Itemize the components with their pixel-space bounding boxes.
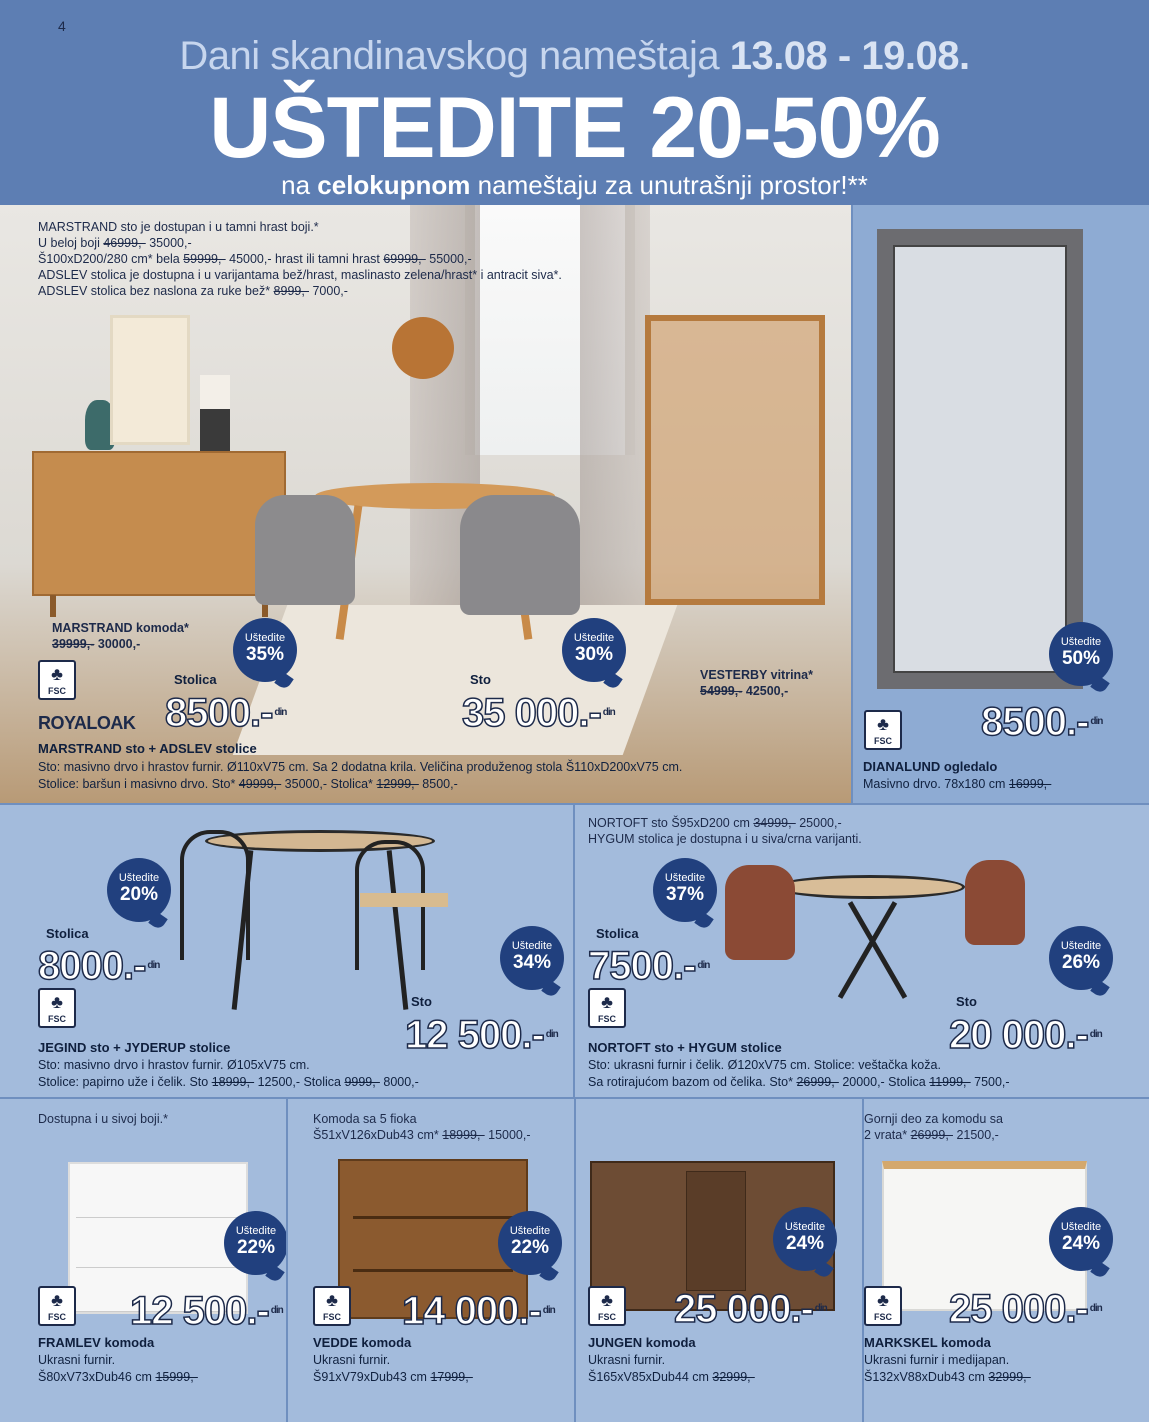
discount-badge: Uštedite 30%	[562, 618, 626, 682]
vitrina-label: VESTERBY vitrina* 54999,- 42500,-	[700, 668, 814, 698]
nortoft-panel	[575, 805, 1149, 1097]
discount-badge: Uštedite 37%	[653, 858, 717, 922]
product-desc: Ukrasni furnir. Š91xV79xDub43 cm 17999,-	[313, 1353, 473, 1384]
chair-label: Stolica	[46, 926, 89, 941]
promo-headline: UŠTEDITE 20-50%	[209, 80, 940, 176]
discount-badge: Uštedite 22%	[224, 1211, 286, 1275]
jungen-price: 25 000.- $^{din}$	[674, 1287, 827, 1331]
discount-badge: Uštedite 20%	[107, 858, 171, 922]
drawer-block	[686, 1171, 746, 1291]
vedde-panel	[288, 1099, 574, 1422]
drawer-line	[76, 1267, 240, 1268]
product-name: JUNGEN komoda	[588, 1335, 696, 1350]
page-number: 4	[58, 18, 66, 34]
markskel-price: 25 000.- $^{din}$	[949, 1287, 1102, 1331]
royaloak-logo: ROYALOAK	[38, 713, 136, 733]
marstrand-scene	[0, 205, 851, 803]
mirror-price: 8500.- $^{din}$	[981, 700, 1103, 744]
chair-price: 7500.- $^{din}$	[588, 944, 710, 988]
product-desc: Ukrasni furnir. Š165xV85xDub44 cm 32999,-	[588, 1353, 755, 1384]
table-price: 35 000.- $^{din}$	[462, 691, 615, 735]
komoda-label: MARSTRAND komoda* 39999,- 30000,-	[52, 621, 189, 651]
discount-badge: Uštedite 50%	[1049, 622, 1113, 686]
drawer-line	[353, 1269, 513, 1272]
framlev-price: 12 500.- $^{din}$	[130, 1289, 283, 1333]
promo-subtitle	[0, 34, 1149, 79]
product-name: VEDDE komoda	[313, 1335, 412, 1350]
table-image	[775, 875, 965, 899]
product-desc: Sto: ukrasni furnir i čelik. Ø120xV75 cm. Stolice: veštačka koža. Sa rotirajućom bazom od čelika. Sto* 26999,- 20000,- Stolica 11999,- 7500,-	[588, 1058, 1010, 1089]
sideboard-leg	[50, 595, 56, 617]
chair-image	[460, 495, 580, 615]
chair-price: 8500.- $^{din}$	[165, 691, 287, 735]
dianalund-panel	[853, 205, 1149, 803]
table-label: Sto	[411, 994, 432, 1009]
framlev-panel	[0, 1099, 286, 1422]
fsc-logo: ♣ FSC	[588, 1286, 626, 1326]
chair-label: Stolica	[596, 926, 639, 941]
fsc-logo: ♣ FSC	[38, 660, 76, 700]
jegind-panel	[0, 805, 573, 1097]
chair-image	[180, 830, 250, 960]
framlev-note: Dostupna i u sivoj boji.*	[38, 1112, 168, 1126]
table-label: Sto	[956, 994, 977, 1009]
product-desc: Masivno drvo. 78x180 cm 16999,-	[863, 777, 1052, 791]
main-notes	[38, 219, 562, 299]
fsc-logo: ♣ FSC	[864, 1286, 902, 1326]
product-desc: Ukrasni furnir i medijapan. Š132xV88xDub43 cm 32999,-	[864, 1353, 1031, 1384]
chair-label: Stolica	[174, 672, 217, 687]
discount-badge: Uštedite 24%	[773, 1207, 837, 1271]
note-line: ADSLEV stolica je dostupna i u varijantama bež/hrast, maslinasto zelena/hrast* i antracit siva*.	[38, 268, 562, 282]
product-name: MARSTRAND sto + ADSLEV stolice	[38, 741, 257, 756]
chair-seat	[360, 893, 448, 907]
vitrine-image	[645, 315, 825, 605]
table-label: Sto	[470, 672, 491, 687]
vedde-notes: Komoda sa 5 fioka Š51xV126xDub43 cm* 18999,- 15000,-	[313, 1112, 531, 1142]
header-banner	[0, 0, 1149, 205]
subtitle-text: Dani skandinavskog nameštaja	[179, 34, 720, 78]
product-name: DIANALUND ogledalo	[863, 759, 998, 774]
discount-badge: Uštedite 26%	[1049, 926, 1113, 990]
sideboard-image	[32, 451, 286, 596]
curtain-image	[580, 205, 650, 605]
discount-badge: Uštedite 35%	[233, 618, 297, 682]
drawer-line	[353, 1216, 513, 1219]
picture-frame-image	[110, 315, 190, 445]
promo-tagline	[0, 170, 1149, 201]
jungen-panel	[576, 1099, 862, 1422]
subtitle-dates: 13.08 - 19.08.	[729, 34, 970, 78]
product-name: NORTOFT sto + HYGUM stolice	[588, 1040, 782, 1055]
fsc-logo: ♣ FSC	[313, 1286, 351, 1326]
discount-badge: Uštedite 22%	[498, 1211, 562, 1275]
product-desc: Ukrasni furnir. Š80xV73xDub46 cm 15999,-	[38, 1353, 198, 1384]
fsc-logo: ♣ FSC	[38, 988, 76, 1028]
pendant-lamp-image	[392, 317, 454, 379]
product-name: MARKSKEL komoda	[864, 1335, 991, 1350]
mirror-image	[877, 229, 1083, 689]
note-line: U beloj boji 46999,- 35000,-	[38, 236, 192, 250]
fsc-logo: ♣ FSC	[38, 1286, 76, 1326]
table-leg	[848, 901, 907, 999]
tagline-bold: celokupnom	[317, 170, 471, 200]
markskel-panel	[864, 1099, 1149, 1422]
discount-badge: Uštedite 34%	[500, 926, 564, 990]
table-leg	[838, 901, 897, 999]
note-line: MARSTRAND sto je dostupan i u tamni hrast boji.*	[38, 220, 319, 234]
note-line: ADSLEV stolica bez naslona za ruke bež* 8999,- 7000,-	[38, 284, 348, 298]
chair-image	[725, 865, 795, 960]
discount-badge: Uštedite 24%	[1049, 1207, 1113, 1271]
chair-price: 8000.- $^{din}$	[38, 944, 160, 988]
fsc-logo: ♣ FSC	[588, 988, 626, 1028]
chair-image	[965, 860, 1025, 945]
markskel-notes: Gornji deo za komodu sa 2 vrata* 26999,- 21500,-	[864, 1112, 1003, 1142]
vedde-price: 14 000.- $^{din}$	[402, 1289, 555, 1333]
chair-image	[255, 495, 355, 605]
note-line: Š100xD200/280 cm* bela 59999,- 45000,- hrast ili tamni hrast 69999,- 55000,-	[38, 252, 472, 266]
product-name: JEGIND sto + JYDERUP stolice	[38, 1040, 231, 1055]
lamp-image	[200, 375, 230, 451]
table-price: 12 500.- $^{din}$	[405, 1013, 558, 1057]
tagline-post: nameštaju za unutrašnji prostor!**	[477, 170, 868, 200]
fsc-logo: ♣ FSC	[864, 710, 902, 750]
product-desc: Sto: masivno drvo i hrastov furnir. Ø110xV75 cm. Sa 2 dodatna krila. Veličina produženog stola Š110xD200xV75 cm. Stolice: baršun i masivno drvo. Sto* 49999,- 35000,- Stolica* 12999,- 8500,-	[38, 760, 683, 791]
product-name: FRAMLEV komoda	[38, 1335, 155, 1350]
drawer-line	[76, 1217, 240, 1218]
product-desc: Sto: masivno drvo i hrastov furnir. Ø105xV75 cm. Stolice: papirno uže i čelik. Sto 18999,- 12500,- Stolica 9999,- 8000,-	[38, 1058, 419, 1089]
nortoft-notes: NORTOFT sto Š95xD200 cm 34999,- 25000,- HYGUM stolica je dostupna i u siva/crna varijanti.	[588, 816, 862, 846]
table-price: 20 000.- $^{din}$	[949, 1013, 1102, 1057]
tagline-pre: na	[281, 170, 311, 200]
